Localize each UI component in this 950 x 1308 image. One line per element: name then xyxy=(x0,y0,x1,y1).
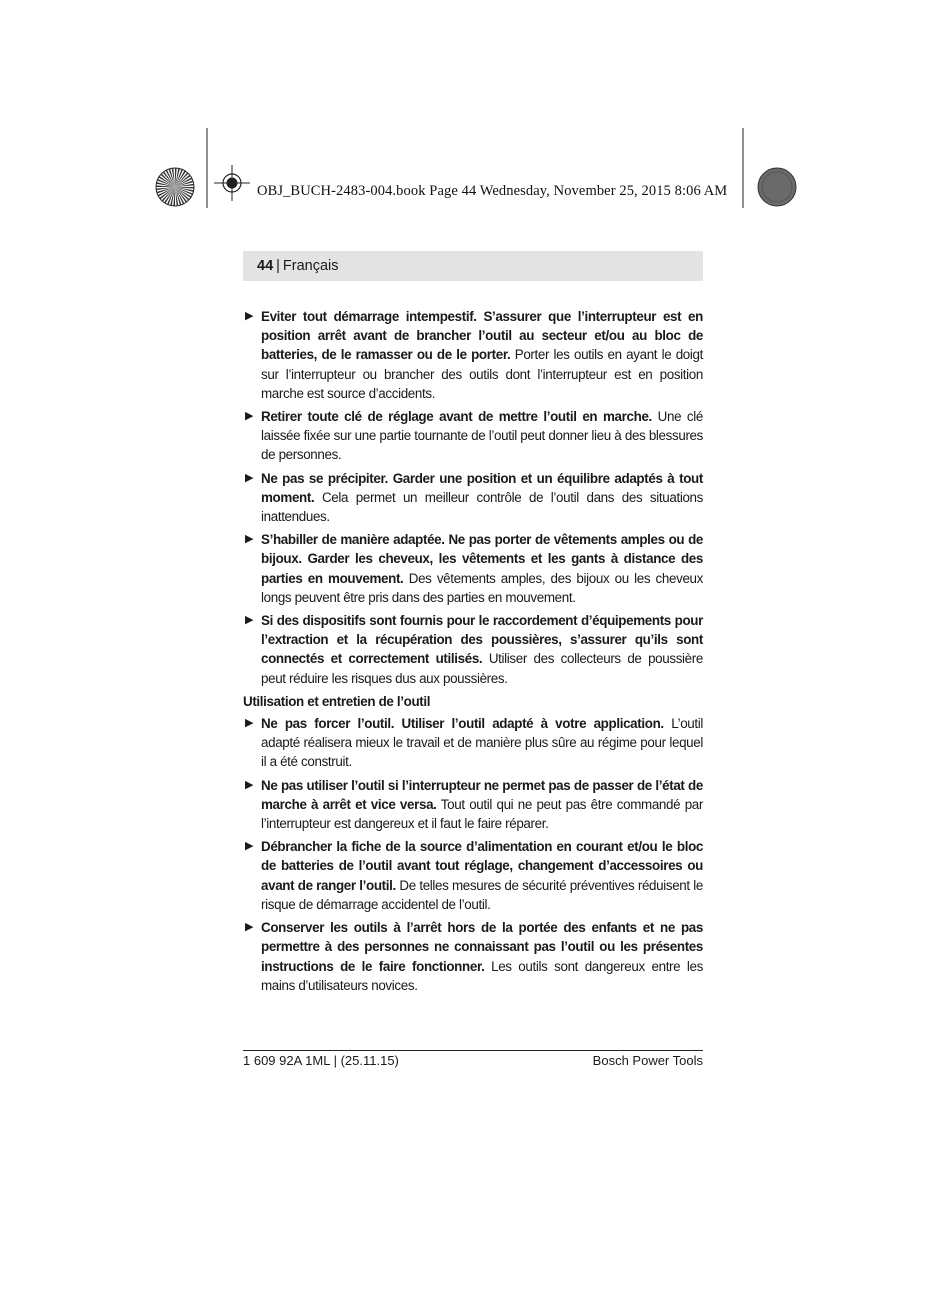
bullet-text: Utiliser des collecteurs de poussière peut réduire les risques dus aux poussières. xyxy=(261,651,703,686)
bullet-arrow-icon: ▶ xyxy=(245,840,254,853)
bullet-item xyxy=(243,776,703,834)
bullet-text: Cela permet un meilleur contrôle de l’outil dans des situations inattendues. xyxy=(261,489,703,525)
footer-document-code: 1 609 92A 1ML | (25.11.15) xyxy=(243,1053,399,1068)
bullet-text: Porter les outils en ayant le doigt sur l’interrupteur ou brancher des outils dont l’interrupteur est en position marche est source d’accidents. xyxy=(261,347,703,401)
bullet-item xyxy=(243,407,703,465)
bullet-text: Tout outil qui ne peut pas être commandé par l’interrupteur est dangereux et il faut le faire réparer. xyxy=(261,796,703,832)
header-separator: | xyxy=(276,258,280,274)
bullet-bold: Débrancher la fiche de la source d’alimentation en courant et/ou le bloc de batteries de l’outil avant tout réglage, changement d’accessoires ou avant de ranger l’outil. xyxy=(261,839,703,893)
page-number: 44 xyxy=(257,258,274,274)
bullet-arrow-icon: ▶ xyxy=(245,921,254,934)
book-file-header: OBJ_BUCH-2483-004.book Page 44 Wednesday, November 25, 2015 8:06 AM xyxy=(257,183,728,199)
section-subheading: Utilisation et entretien de l’outil xyxy=(243,693,431,709)
bullet-item xyxy=(243,530,703,607)
bullet-item xyxy=(243,611,703,688)
grey-disc-icon xyxy=(758,168,796,206)
bullet-bold: Ne pas utiliser l’outil si l’interrupteur ne permet pas de passer de l’état de marche à arrêt et vice versa. xyxy=(261,777,703,812)
bullet-item xyxy=(243,714,703,772)
bullet-text: De telles mesures de sécurité préventives réduisent le risque de démarrage accidentel de l’outil. xyxy=(261,877,703,912)
footer-brand: Bosch Power Tools xyxy=(592,1053,703,1068)
bullet-bold: Retirer toute clé de réglage avant de mettre l’outil en marche. xyxy=(261,409,652,425)
footer-rule xyxy=(243,1050,703,1051)
bullet-arrow-icon: ▶ xyxy=(245,717,254,730)
bullet-bold: Conserver les outils à l’arrêt hors de la portée des enfants et ne pas permettre à des personnes ne connaissant pas l’outil ou les présentes instructions de le faire fonctionner. xyxy=(261,920,703,974)
page-header xyxy=(243,251,703,281)
bullet-text: L’outil adapté réalisera mieux le travail et de manière plus sûre au régime pour lequel il a été construit. xyxy=(261,716,704,770)
bullet-arrow-icon: ▶ xyxy=(245,533,254,546)
bullet-item xyxy=(243,469,703,527)
bullet-bold: Ne pas forcer l’outil. Utiliser l’outil adapté à votre application. xyxy=(261,716,664,732)
bullet-text: Des vêtements amples, des bijoux ou les cheveux longs peuvent être pris dans des parties en mouvement. xyxy=(261,570,703,605)
bullet-arrow-icon: ▶ xyxy=(245,614,254,627)
bullet-item xyxy=(243,918,703,995)
bullet-bold: Ne pas se précipiter. Garder une position et un équilibre adaptés à tout moment. xyxy=(261,470,703,505)
bullet-arrow-icon: ▶ xyxy=(245,310,254,322)
bullet-arrow-icon: ▶ xyxy=(245,410,254,423)
bullet-arrow-icon: ▶ xyxy=(245,778,254,791)
bullet-bold: S’habiller de manière adaptée. Ne pas porter de vêtements amples ou de bijoux. Garder les cheveux, les vêtements et les gants à distance des parties en mouvement. xyxy=(261,532,703,586)
bullet-text: Les outils sont dangereux entre les mains d’utilisateurs novices. xyxy=(261,958,703,993)
bullet-bold: Si des dispositifs sont fournis pour le raccordement d’équipements pour l’extraction et la récupération des poussières, s’assurer qu’ils sont connectés et correctement utilisés. xyxy=(261,613,703,667)
main-content xyxy=(243,307,703,999)
bullet-arrow-icon: ▶ xyxy=(245,471,254,484)
bullet-item xyxy=(243,307,703,403)
page-language: Français xyxy=(282,258,339,274)
bullet-text: Une clé laissée fixée sur une partie tournante de l’outil peut donner lieu à des blessures de personnes. xyxy=(261,409,703,463)
bullet-bold: Eviter tout démarrage intempestif. S’assurer que l’interrupteur est en position arrêt avant de brancher l’outil au secteur et/ou au bloc de batteries, de le ramasser ou de le porter. xyxy=(261,309,703,363)
bullet-item xyxy=(243,837,703,914)
